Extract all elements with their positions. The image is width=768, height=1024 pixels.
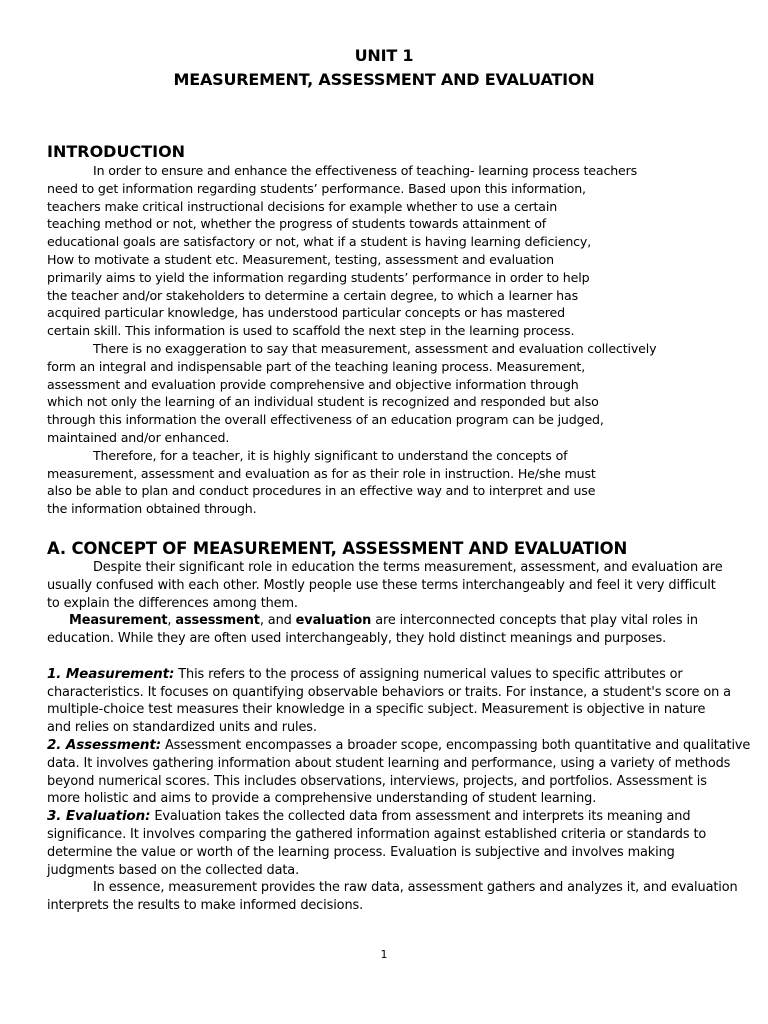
paragraph-line: acquired particular knowledge, has understood particular concepts or has mastered [47, 305, 565, 321]
paragraph-line: more holistic and aims to provide a comprehensive understanding of student learning. [47, 791, 597, 807]
paragraph-line: Despite their significant role in education the terms measurement, assessment, and evaluation are [93, 560, 723, 575]
paragraph-line: There is no exaggeration to say that measurement, assessment and evaluation collectively [93, 340, 657, 356]
paragraph-line: primarily aims to yield the information regarding students’ performance in order to help [47, 269, 590, 285]
paragraph-line: judgments based on the collected data. [47, 862, 300, 878]
paragraph-line: form an integral and indispensable part of the teaching leaning process. Measurement, [47, 358, 586, 374]
separator-text: , [167, 613, 176, 629]
paragraph-line: educational goals are satisfactory or not, what if a student is having learning deficiency, [47, 234, 592, 250]
paragraph-line: interprets the results to make informed decisions. [47, 898, 364, 914]
keyword-evaluation: evaluation [295, 613, 372, 629]
assessment-label: 2. Assessment: [47, 736, 161, 753]
sentence-text: This refers to the process of assigning numerical values to specific attributes or [174, 666, 683, 682]
paragraph-line: measurement, assessment and evaluation as for as their role in instruction. He/she must [47, 465, 596, 481]
paragraph-line [47, 737, 750, 755]
paragraph-line: determine the value or worth of the learning process. Evaluation is subjective and involves making [47, 844, 675, 860]
page-title: MEASUREMENT, ASSESSMENT AND EVALUATION [173, 70, 595, 89]
paragraph-line: maintained and/or enhanced. [47, 429, 230, 445]
paragraph-line: certain skill. This information is used to scaffold the next step in the learning process. [47, 323, 575, 339]
paragraph-line [47, 666, 750, 684]
paragraph-line: Therefore, for a teacher, it is highly significant to understand the concepts of [93, 447, 568, 463]
paragraph-line: In order to ensure and enhance the effectiveness of teaching- learning process teachers [93, 163, 638, 178]
paragraph-line: need to get information regarding students’ performance. Based upon this information, [47, 180, 586, 196]
paragraph-line [47, 612, 750, 630]
introduction-heading: INTRODUCTION [47, 142, 186, 161]
spacer [47, 648, 750, 666]
paragraph-line: assessment and evaluation provide comprehensive and objective information through [47, 376, 579, 392]
keyword-assessment: assessment [175, 613, 260, 629]
paragraph-line: the information obtained through. [47, 501, 257, 517]
concept-heading: A. CONCEPT OF MEASUREMENT, ASSESSMENT AND EVALUATION [47, 539, 628, 558]
paragraph-line: teaching method or not, whether the progress of students towards attainment of [47, 216, 547, 232]
measurement-label: 1. Measurement: [47, 665, 175, 682]
paragraph-line: data. It involves gathering information about student learning and performance, using a variety of methods [47, 755, 731, 771]
concept-body [47, 559, 750, 915]
paragraph-line [47, 808, 750, 826]
paragraph-line: significance. It involves comparing the gathered information against established criteria or standards to [47, 826, 707, 842]
paragraph-line: the teacher and/or stakeholders to determine a certain degree, to which a learner has [47, 287, 578, 303]
paragraph-line: education. While they are often used interchangeably, they hold distinct meanings and purposes. [47, 631, 667, 647]
page-number: 1 [380, 948, 388, 961]
paragraph-line: usually confused with each other. Mostly people use these terms interchangeably and feel it very difficult [47, 577, 716, 593]
keyword-measurement: Measurement [69, 613, 168, 629]
paragraph-line: to explain the differences among them. [47, 595, 298, 611]
paragraph-line: characteristics. It focuses on quantifying observable behaviors or traits. For instance, a student's score on a [47, 684, 731, 700]
evaluation-label: 3. Evaluation: [47, 808, 151, 825]
paragraph-line: also be able to plan and conduct procedures in an effective way and to interpret and use [47, 483, 596, 499]
paragraph-line: through this information the overall effectiveness of an education program can be judged, [47, 412, 604, 428]
sentence-text: Evaluation takes the collected data from assessment and interprets its meaning and [150, 809, 691, 825]
sentence-text: Assessment encompasses a broader scope, encompassing both quantitative and qualitative [160, 737, 751, 753]
sentence-text: are interconnected concepts that play vital roles in [371, 613, 698, 629]
paragraph-line: teachers make critical instructional decisions for example whether to use a certain [47, 198, 558, 214]
paragraph-line: which not only the learning of an individual student is recognized and responded but also [47, 394, 599, 410]
paragraph-line: How to motivate a student etc. Measurement, testing, assessment and evaluation [47, 251, 554, 267]
paragraph-line: beyond numerical scores. This includes observations, interviews, projects, and portfolios. Assessment is [47, 773, 707, 789]
separator-text: , and [259, 613, 296, 629]
paragraph-line: In essence, measurement provides the raw data, assessment gathers and analyzes it, and evaluation [93, 880, 738, 896]
paragraph-line: and relies on standardized units and rules. [47, 720, 317, 736]
paragraph-line: multiple-choice test measures their knowledge in a specific subject. Measurement is objective in nature [47, 702, 706, 718]
introduction-body [47, 162, 656, 518]
unit-label: UNIT 1 [354, 46, 414, 65]
